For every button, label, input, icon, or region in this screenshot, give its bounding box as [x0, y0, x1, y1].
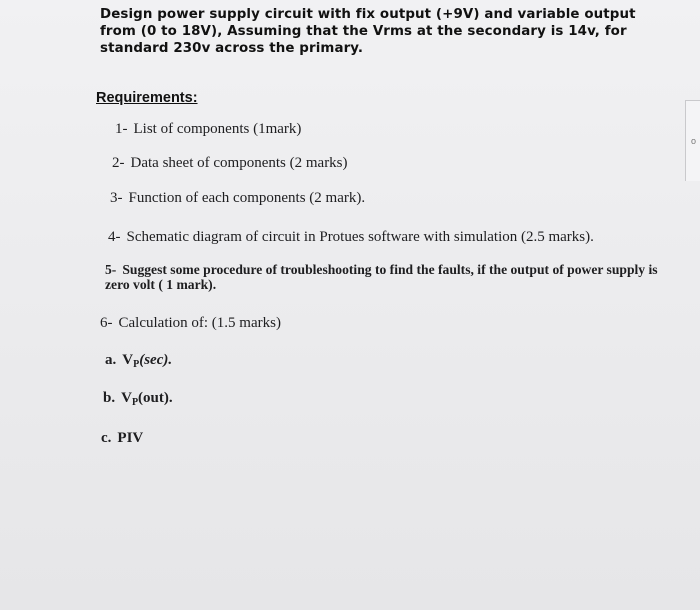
edge-mark: o — [690, 136, 696, 146]
voltage-symbol: V — [121, 390, 132, 406]
requirements-title: Requirements: — [96, 90, 198, 106]
calc-text: PIV — [117, 430, 144, 446]
item-number: 6- — [100, 315, 113, 331]
voltage-symbol: V — [122, 352, 134, 368]
item-number: 2- — [112, 155, 125, 171]
item-number: 3- — [110, 190, 123, 206]
item-text: List of components (1mark) — [133, 121, 302, 137]
voltage-subscript: P — [131, 397, 139, 408]
item-text: Function of each components (2 mark). — [128, 190, 366, 206]
requirement-item-1 — [115, 121, 301, 138]
calc-item-a — [105, 352, 172, 370]
calc-item-b — [103, 390, 173, 408]
sub-item-label: c. — [101, 430, 112, 446]
requirement-item-4 — [108, 229, 594, 246]
calc-item-c — [101, 430, 143, 447]
requirement-item-6 — [100, 315, 281, 332]
item-number: 4- — [108, 229, 121, 245]
sub-item-label: b. — [103, 390, 116, 406]
calc-text: (sec). — [139, 352, 173, 368]
requirement-item-3 — [110, 190, 365, 207]
calc-text: (out). — [138, 390, 173, 406]
assignment-heading: Design power supply circuit with fix output (+9V) and variable output from (0 to 18V), Assuming that the Vrms at the secondary is 14v, for standard 230v across the primary. — [100, 7, 636, 56]
item-text: Calculation of: (1.5 marks) — [118, 315, 281, 331]
item-number: 5- — [105, 262, 117, 277]
item-text: Data sheet of components (2 marks) — [130, 155, 348, 171]
sub-item-label: a. — [105, 352, 117, 368]
item-text: Schematic diagram of circuit in Protues software with simulation (2.5 marks). — [126, 229, 594, 245]
requirement-item-5 — [105, 262, 665, 292]
voltage-subscript: P — [133, 359, 140, 370]
item-text: Suggest some procedure of troubleshooting to find the faults, if the output of power supply is zero volt ( 1 mark). — [105, 262, 658, 292]
requirement-item-2 — [112, 155, 348, 172]
item-number: 1- — [115, 121, 128, 137]
